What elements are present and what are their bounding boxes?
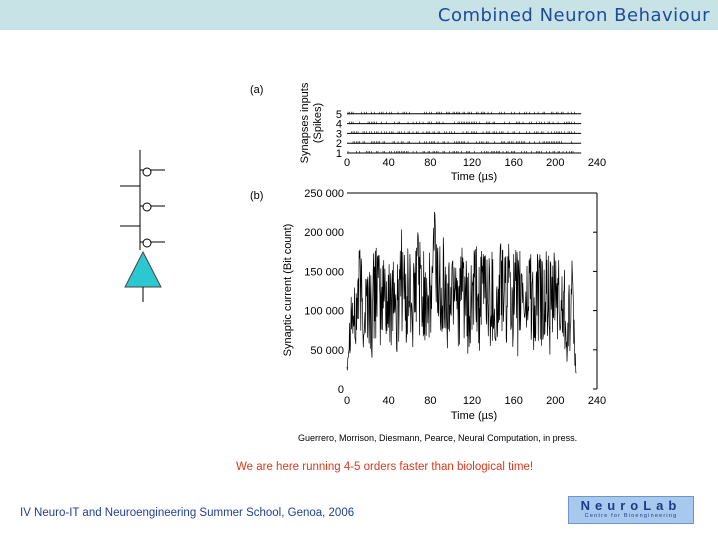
panel-b-x-tick-label: 200	[546, 395, 565, 407]
neuron-diagram	[105, 150, 185, 310]
panel-b-x-tick-label: 0	[343, 395, 351, 407]
synapse-circle	[143, 168, 151, 176]
panel-a-y-tick-label: 5	[335, 108, 342, 121]
panel-a-x-tick-label: 200	[546, 157, 565, 169]
panel-a-y-axis-label-line-2: (Spikes)	[312, 102, 324, 144]
panel-a-y-tick-label: 3	[335, 128, 342, 141]
neuron-soma-triangle	[125, 252, 161, 287]
panel-a-x-tick-label: 40	[382, 157, 395, 169]
panel-b-x-axis-label: Time (µs)	[450, 410, 498, 422]
panel-a-y-axis-label	[299, 82, 324, 163]
synaptic-current-line	[347, 212, 576, 373]
panel-a-x-tick-label: 120	[462, 157, 482, 169]
panel-b-y-tick-label: 200 000	[304, 227, 344, 240]
panel-b-y-tick-label: 0	[337, 384, 344, 396]
panel-a-y-tick-label: 1	[335, 148, 342, 160]
panel-b-plot	[304, 188, 606, 407]
panel-a-y-axis-label-line-1: Synapses inputs	[299, 82, 311, 164]
synapse-circle	[143, 203, 151, 211]
slide-title: Combined Neuron Behaviour	[437, 5, 710, 26]
logo-name: NeuroLab	[580, 498, 682, 513]
panel-b-x-tick-label: 160	[504, 395, 523, 407]
panel-b-label: (b)	[250, 190, 264, 202]
panel-b-x-tick-label: 240	[587, 395, 607, 407]
chart-figure	[240, 75, 620, 445]
footer-text: IV Neuro-IT and Neuroengineering Summer School, Genoa, 2006	[20, 507, 355, 519]
panel-a-x-tick-label: 0	[343, 157, 351, 169]
panel-b-y-tick-label: 250 000	[304, 188, 344, 200]
neurolab-logo	[568, 496, 694, 524]
speed-note: We are here running 4-5 orders faster than biological time!	[236, 461, 534, 473]
panel-b-x-tick-label: 120	[462, 395, 482, 407]
panel-b-y-tick-label: 50 000	[310, 344, 344, 357]
logo-subtitle: Centre for Bioengineering	[584, 513, 678, 519]
panel-b-x-tick-label: 40	[382, 395, 395, 407]
panel-a-label: (a)	[250, 84, 264, 96]
panel-a-x-tick-label: 240	[587, 157, 607, 169]
panel-a-y-tick-label: 4	[335, 118, 342, 131]
panel-b-y-axis-label: Synaptic current (Bit count)	[282, 223, 294, 357]
citation: Guerrero, Morrison, Diesmann, Pearce, Neural Computation, in press.	[298, 433, 578, 443]
panel-b-y-tick-label: 100 000	[304, 305, 344, 318]
panel-a-x-axis-label: Time (µs)	[450, 171, 498, 183]
panel-a-y-tick-label: 2	[335, 138, 342, 151]
panel-a-raster	[336, 109, 606, 169]
panel-b-x-tick-label: 80	[424, 395, 437, 407]
panel-a-x-tick-label: 80	[424, 157, 437, 169]
panel-a-x-tick-label: 160	[504, 157, 523, 169]
panel-b-y-tick-label: 150 000	[304, 266, 344, 279]
synapse-circle	[143, 239, 151, 247]
